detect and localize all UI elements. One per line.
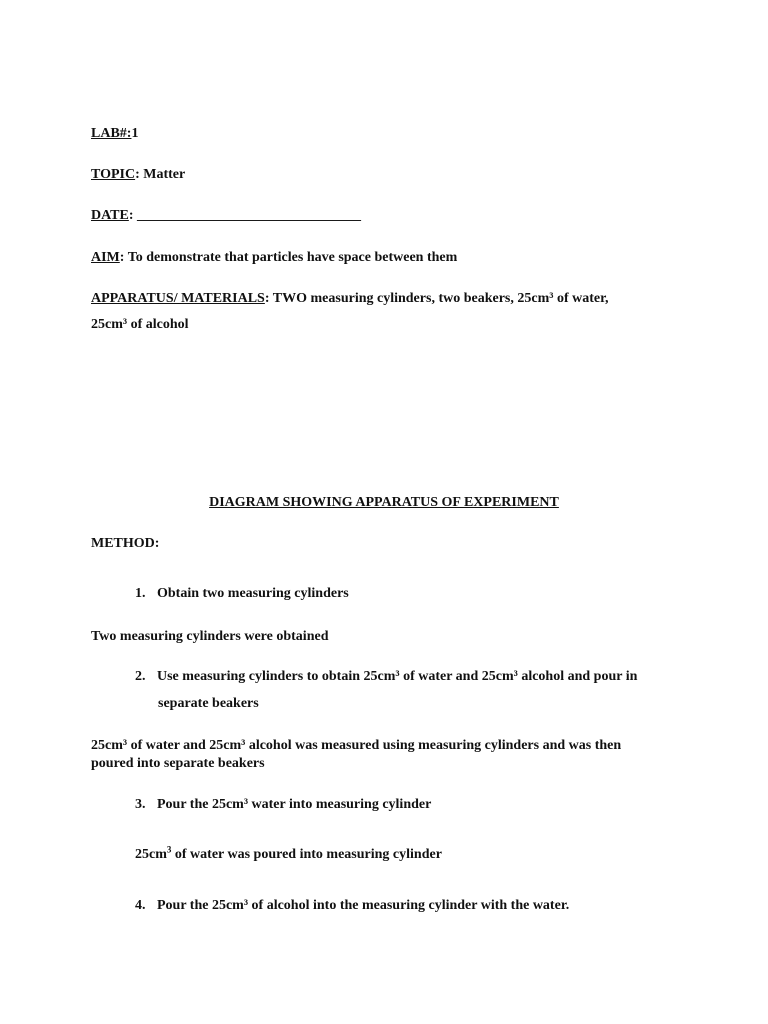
step-text: Use measuring cylinders to obtain 25cm³ of water and 25cm³ alcohol and pour in — [157, 669, 638, 684]
date-line — [91, 207, 361, 225]
step-number: 3. — [135, 797, 146, 812]
apparatus-line-2: 25cm³ of alcohol — [91, 317, 189, 332]
diagram-caption: DIAGRAM SHOWING APPARATUS OF EXPERIMENT — [209, 495, 559, 510]
method-step-3 — [135, 796, 431, 814]
step-text: Obtain two measuring cylinders — [157, 586, 349, 601]
apparatus-line — [91, 290, 609, 308]
step-2-result-continued: poured into separate beakers — [91, 756, 265, 771]
step-3-result-value: 25cm — [135, 847, 167, 862]
topic-label: TOPIC — [91, 167, 136, 182]
aim-value: : To demonstrate that particles have space between them — [119, 250, 458, 265]
method-step-4 — [135, 897, 569, 915]
aim-label: AIM — [91, 250, 120, 265]
lab-line — [91, 125, 138, 143]
method-step-2-continued: separate beakers — [158, 696, 259, 711]
method-step-2 — [135, 668, 637, 686]
lab-label: LAB#: — [91, 126, 132, 141]
method-step-1 — [135, 585, 349, 603]
step-number: 4. — [135, 898, 146, 913]
topic-line — [91, 166, 185, 184]
step-2-result: 25cm³ of water and 25cm³ alcohol was measured using measuring cylinders and was then — [91, 738, 622, 753]
aim-line — [91, 249, 457, 267]
step-3-result-text: of water was poured into measuring cylinder — [171, 847, 442, 862]
step-number: 2. — [135, 669, 146, 684]
step-1-result: Two measuring cylinders were obtained — [91, 629, 329, 644]
date-value: : ________________________________ — [128, 208, 362, 223]
lab-value: 1 — [131, 126, 139, 141]
apparatus-value: : TWO measuring cylinders, two beakers, 25cm³ of water, — [264, 291, 609, 306]
topic-value: : Matter — [135, 167, 186, 182]
step-3-result-superscript: 3 — [166, 844, 172, 855]
apparatus-label: APPARATUS/ MATERIALS — [91, 291, 265, 306]
method-heading: METHOD: — [91, 536, 160, 551]
step-3-result — [135, 846, 442, 864]
date-label: DATE — [91, 208, 129, 223]
step-text: Pour the 25cm³ water into measuring cylinder — [157, 797, 432, 812]
step-text: Pour the 25cm³ of alcohol into the measuring cylinder with the water. — [157, 898, 570, 913]
step-number: 1. — [135, 586, 146, 601]
